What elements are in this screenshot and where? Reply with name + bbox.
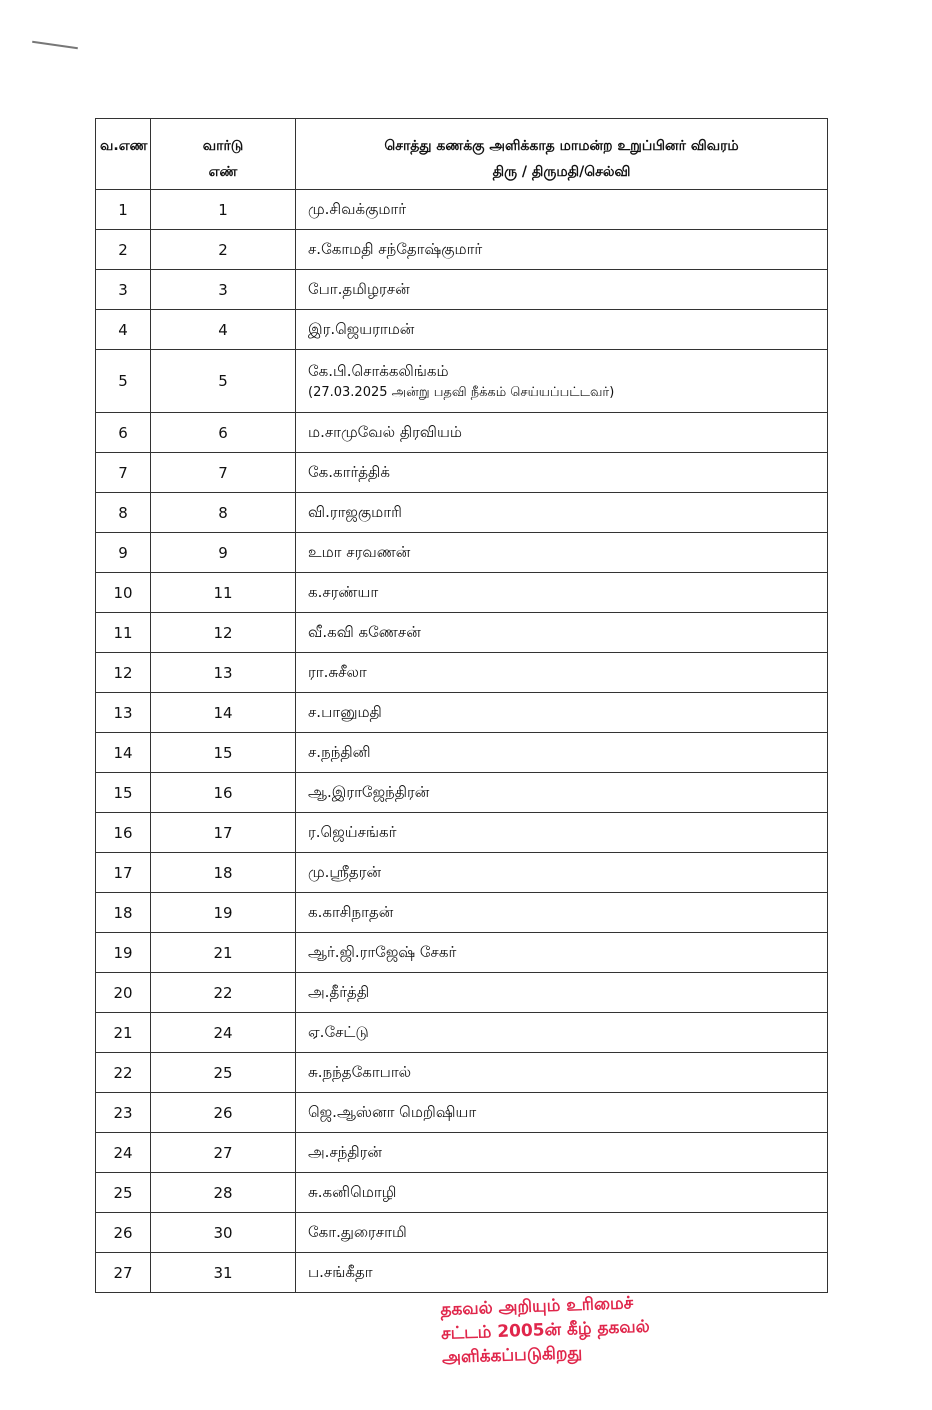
serial-number-cell: 24 [96, 1133, 151, 1173]
ward-number-cell: 28 [151, 1173, 296, 1213]
ward-number-cell: 26 [151, 1093, 296, 1133]
member-name-cell [296, 693, 828, 733]
member-name-cell [296, 733, 828, 773]
ward-number-cell: 12 [151, 613, 296, 653]
rti-stamp [440, 1287, 762, 1370]
member-name: ரா.சுசீலா [308, 662, 367, 681]
serial-number-cell: 6 [96, 413, 151, 453]
ward-number-cell: 21 [151, 933, 296, 973]
serial-number-cell: 18 [96, 893, 151, 933]
serial-number-cell: 13 [96, 693, 151, 733]
member-name-cell [296, 1053, 828, 1093]
member-name-cell [296, 413, 828, 453]
member-name: கோ.துரைசாமி [308, 1222, 407, 1241]
header-serial-number [96, 119, 151, 190]
table-row [96, 1253, 828, 1293]
serial-number-cell: 14 [96, 733, 151, 773]
serial-number-cell: 20 [96, 973, 151, 1013]
table-row [96, 773, 828, 813]
member-name-cell [296, 270, 828, 310]
table-row [96, 893, 828, 933]
member-name: ச.கோமதி சந்தோஷ்குமார் [308, 239, 483, 258]
serial-number-cell: 3 [96, 270, 151, 310]
header-member-details-line2: திரு / திருமதி/செல்வி [492, 164, 631, 180]
serial-number-cell: 25 [96, 1173, 151, 1213]
member-name: ப.சங்கீதா [308, 1262, 373, 1281]
ward-number-cell: 9 [151, 533, 296, 573]
member-name-cell [296, 310, 828, 350]
header-ward-line2: எண் [208, 164, 238, 180]
table-row [96, 1173, 828, 1213]
member-name-cell [296, 1213, 828, 1253]
table-row [96, 453, 828, 493]
serial-number-cell: 1 [96, 190, 151, 230]
serial-number-cell: 4 [96, 310, 151, 350]
ward-number-cell: 18 [151, 853, 296, 893]
header-ward-line1: வார்டு [202, 138, 244, 154]
member-name-cell [296, 653, 828, 693]
member-name-cell [296, 190, 828, 230]
member-name-cell [296, 533, 828, 573]
serial-number-cell: 10 [96, 573, 151, 613]
ward-number-cell: 14 [151, 693, 296, 733]
member-name: கே.பி.சொக்கலிங்கம் [308, 361, 449, 380]
header-member-details-line1: சொத்து கணக்கு அளிக்காத மாமன்ற உறுப்பினர் விவரம் [384, 138, 739, 154]
member-note: (27.03.2025 அன்று பதவி நீக்கம் செய்யப்பட்டவர்) [308, 384, 615, 400]
table-row [96, 653, 828, 693]
member-name: ஜெ.ஆஸ்னா மெறிஷியா [308, 1102, 477, 1121]
member-name: ஆர்.ஜி.ராஜேஷ் சேகர் [308, 942, 457, 961]
member-name: ச.நந்தினி [308, 742, 371, 761]
member-name: ச.பானுமதி [308, 702, 382, 721]
member-name: ஏ.சேட்டு [308, 1022, 369, 1041]
serial-number-cell: 23 [96, 1093, 151, 1133]
table-row [96, 493, 828, 533]
member-name-cell [296, 453, 828, 493]
member-name-cell [296, 773, 828, 813]
header-serial-number-text: வ.எண [100, 138, 148, 154]
ward-number-cell: 31 [151, 1253, 296, 1293]
table-row [96, 733, 828, 773]
table-row [96, 230, 828, 270]
member-name-cell [296, 1173, 828, 1213]
stamp-line3: அளிக்கப்படுகிறது [441, 1343, 583, 1368]
member-name: க.சரண்யா [308, 582, 379, 601]
table-row [96, 1093, 828, 1133]
member-name: இர.ஜெயராமன் [308, 319, 415, 338]
table-row [96, 190, 828, 230]
member-name: மு.சிவக்குமார் [308, 199, 407, 218]
member-name: சு.கனிமொழி [308, 1182, 397, 1201]
header-ward-number [151, 119, 296, 190]
member-name-cell [296, 853, 828, 893]
table-row [96, 1053, 828, 1093]
member-name-cell [296, 1093, 828, 1133]
ward-number-cell: 4 [151, 310, 296, 350]
serial-number-cell: 7 [96, 453, 151, 493]
ward-number-cell: 22 [151, 973, 296, 1013]
ward-number-cell: 3 [151, 270, 296, 310]
ward-number-cell: 17 [151, 813, 296, 853]
member-name-cell [296, 613, 828, 653]
serial-number-cell: 12 [96, 653, 151, 693]
serial-number-cell: 16 [96, 813, 151, 853]
scan-mark [32, 41, 78, 49]
serial-number-cell: 9 [96, 533, 151, 573]
serial-number-cell: 17 [96, 853, 151, 893]
ward-number-cell: 1 [151, 190, 296, 230]
serial-number-cell: 11 [96, 613, 151, 653]
member-name: ர.ஜெய்சங்கர் [308, 822, 397, 841]
table-row [96, 310, 828, 350]
serial-number-cell: 8 [96, 493, 151, 533]
table-row [96, 933, 828, 973]
member-name-cell [296, 813, 828, 853]
table-body [96, 190, 828, 1293]
table-row [96, 1013, 828, 1053]
member-name-cell [296, 933, 828, 973]
table-header-row [96, 119, 828, 190]
member-name: ஆ.இராஜேந்திரன் [308, 782, 430, 801]
member-name: அ.தீர்த்தி [308, 982, 370, 1001]
ward-number-cell: 2 [151, 230, 296, 270]
ward-number-cell: 25 [151, 1053, 296, 1093]
member-name: கே.கார்த்திக் [308, 462, 390, 481]
member-name: ம.சாமுவேல் திரவியம் [308, 422, 462, 441]
table-row [96, 973, 828, 1013]
serial-number-cell: 21 [96, 1013, 151, 1053]
ward-number-cell: 5 [151, 350, 296, 413]
serial-number-cell: 19 [96, 933, 151, 973]
stamp-line2: சட்டம் 2005ன் கீழ் தகவல் [440, 1316, 651, 1344]
serial-number-cell: 22 [96, 1053, 151, 1093]
stamp-line1: தகவல் அறியும் உரிமைச் [440, 1293, 634, 1320]
member-name: சு.நந்தகோபால் [308, 1062, 412, 1081]
ward-number-cell: 13 [151, 653, 296, 693]
table-row [96, 853, 828, 893]
member-name: போ.தமிழரசன் [308, 279, 410, 298]
serial-number-cell: 15 [96, 773, 151, 813]
serial-number-cell: 2 [96, 230, 151, 270]
member-name-cell [296, 973, 828, 1013]
serial-number-cell: 5 [96, 350, 151, 413]
member-name: உமா சரவணன் [308, 542, 411, 561]
ward-number-cell: 30 [151, 1213, 296, 1253]
table-row [96, 613, 828, 653]
table-row [96, 533, 828, 573]
member-name: வி.ராஜகுமாரி [308, 502, 402, 521]
council-members-table [95, 118, 828, 1293]
ward-number-cell: 6 [151, 413, 296, 453]
member-name-cell [296, 350, 828, 413]
member-name-cell [296, 493, 828, 533]
member-name: வீ.கவி கணேசன் [308, 622, 421, 641]
member-name-cell [296, 1133, 828, 1173]
member-name: க.காசிநாதன் [308, 902, 394, 921]
ward-number-cell: 27 [151, 1133, 296, 1173]
table-row [96, 1133, 828, 1173]
ward-number-cell: 16 [151, 773, 296, 813]
member-name-cell [296, 573, 828, 613]
table-row [96, 573, 828, 613]
ward-number-cell: 8 [151, 493, 296, 533]
ward-number-cell: 7 [151, 453, 296, 493]
table-row [96, 1213, 828, 1253]
table-row [96, 813, 828, 853]
serial-number-cell: 26 [96, 1213, 151, 1253]
ward-number-cell: 19 [151, 893, 296, 933]
table-row [96, 270, 828, 310]
header-member-details [296, 119, 828, 190]
ward-number-cell: 11 [151, 573, 296, 613]
table-row [96, 413, 828, 453]
table-row [96, 693, 828, 733]
ward-number-cell: 24 [151, 1013, 296, 1053]
member-name-cell [296, 893, 828, 933]
member-name: அ.சந்திரன் [308, 1142, 382, 1161]
member-name-cell [296, 230, 828, 270]
member-name-cell [296, 1013, 828, 1053]
member-name: மு.ஸ்ரீதரன் [308, 862, 382, 881]
table-row [96, 350, 828, 413]
ward-number-cell: 15 [151, 733, 296, 773]
serial-number-cell: 27 [96, 1253, 151, 1293]
